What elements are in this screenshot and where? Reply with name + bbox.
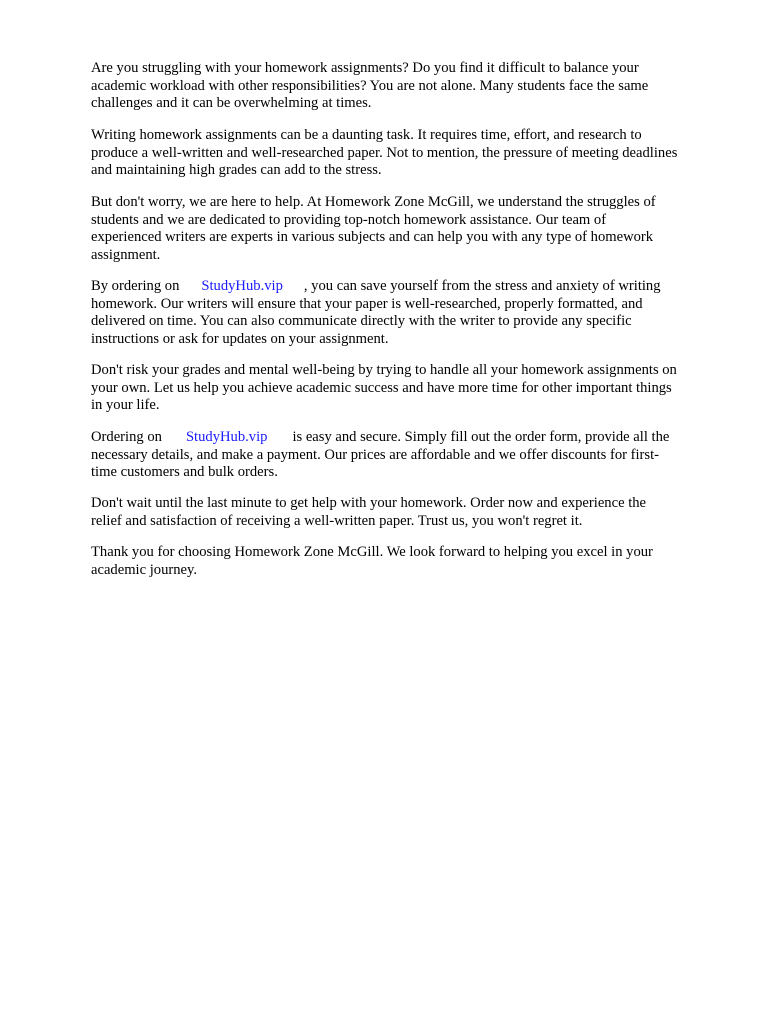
paragraph-struggling bbox=[91, 60, 723, 113]
text-line: academic journey. bbox=[91, 561, 198, 578]
paragraph-dont-wait bbox=[91, 495, 723, 530]
text-line: Thank you for choosing Homework Zone McGill. We look forward to helping you excel in your bbox=[91, 544, 653, 560]
paragraph-writing bbox=[91, 127, 723, 180]
text-fragment: , you can save yourself from the stress and anxiety of writing bbox=[303, 278, 661, 294]
paragraph-thank-you bbox=[91, 544, 723, 579]
text-line: your own. Let us help you achieve academic success and have more time for other important things bbox=[91, 379, 672, 396]
text-line: challenges and it can be overwhelming at times. bbox=[91, 95, 372, 112]
text-line: Are you struggling with your homework assignments? Do you find it difficult to balance your bbox=[91, 60, 639, 76]
text-line: Writing homework assignments can be a daunting task. It requires time, effort, and research to bbox=[91, 127, 642, 143]
text-fragment: By ordering on bbox=[91, 278, 180, 294]
text-line: Don't risk your grades and mental well-being by trying to handle all your homework assignments on bbox=[91, 362, 677, 378]
text-line bbox=[91, 278, 723, 296]
text-line bbox=[91, 429, 723, 447]
paragraph-dont-risk bbox=[91, 362, 723, 415]
text-line: delivered on time. You can also communicate directly with the writer to provide any specific bbox=[91, 313, 632, 330]
text-line: But don't worry, we are here to help. At Homework Zone McGill, we understand the struggles of bbox=[91, 194, 656, 210]
text-line: instructions or ask for updates on your assignment. bbox=[91, 330, 389, 347]
paragraph-ordering-on bbox=[91, 278, 723, 348]
text-line: experienced writers are experts in various subjects and can help you with any type of homework bbox=[91, 229, 654, 246]
text-line: time customers and bulk orders. bbox=[91, 464, 278, 481]
text-line: Don't wait until the last minute to get help with your homework. Order now and experience the bbox=[91, 495, 647, 511]
paragraph-ordering-easy bbox=[91, 429, 723, 482]
text-fragment: Ordering on bbox=[91, 429, 162, 445]
studyhub-link[interactable]: StudyHub.vip bbox=[201, 278, 283, 294]
text-line: necessary details, and make a payment. Our prices are affordable and we offer discounts for first- bbox=[91, 446, 659, 463]
text-line: students and we are dedicated to providing top-notch homework assistance. Our team of bbox=[91, 211, 607, 228]
text-line: academic workload with other responsibilities? You are not alone. Many students face the same bbox=[91, 77, 649, 94]
paragraph-dont-worry bbox=[91, 194, 723, 264]
text-line: produce a well-written and well-researched paper. Not to mention, the pressure of meeting deadlines bbox=[91, 144, 678, 161]
text-line: relief and satisfaction of receiving a well-written paper. Trust us, you won't regret it. bbox=[91, 512, 583, 529]
text-line: in your life. bbox=[91, 397, 160, 414]
text-line: homework. Our writers will ensure that your paper is well-researched, properly formatted, and bbox=[91, 295, 643, 312]
text-line: and maintaining high grades can add to the stress. bbox=[91, 162, 382, 179]
text-line: assignment. bbox=[91, 246, 161, 263]
text-fragment: is easy and secure. Simply fill out the order form, provide all the bbox=[292, 429, 670, 445]
studyhub-link[interactable]: StudyHub.vip bbox=[185, 429, 268, 445]
